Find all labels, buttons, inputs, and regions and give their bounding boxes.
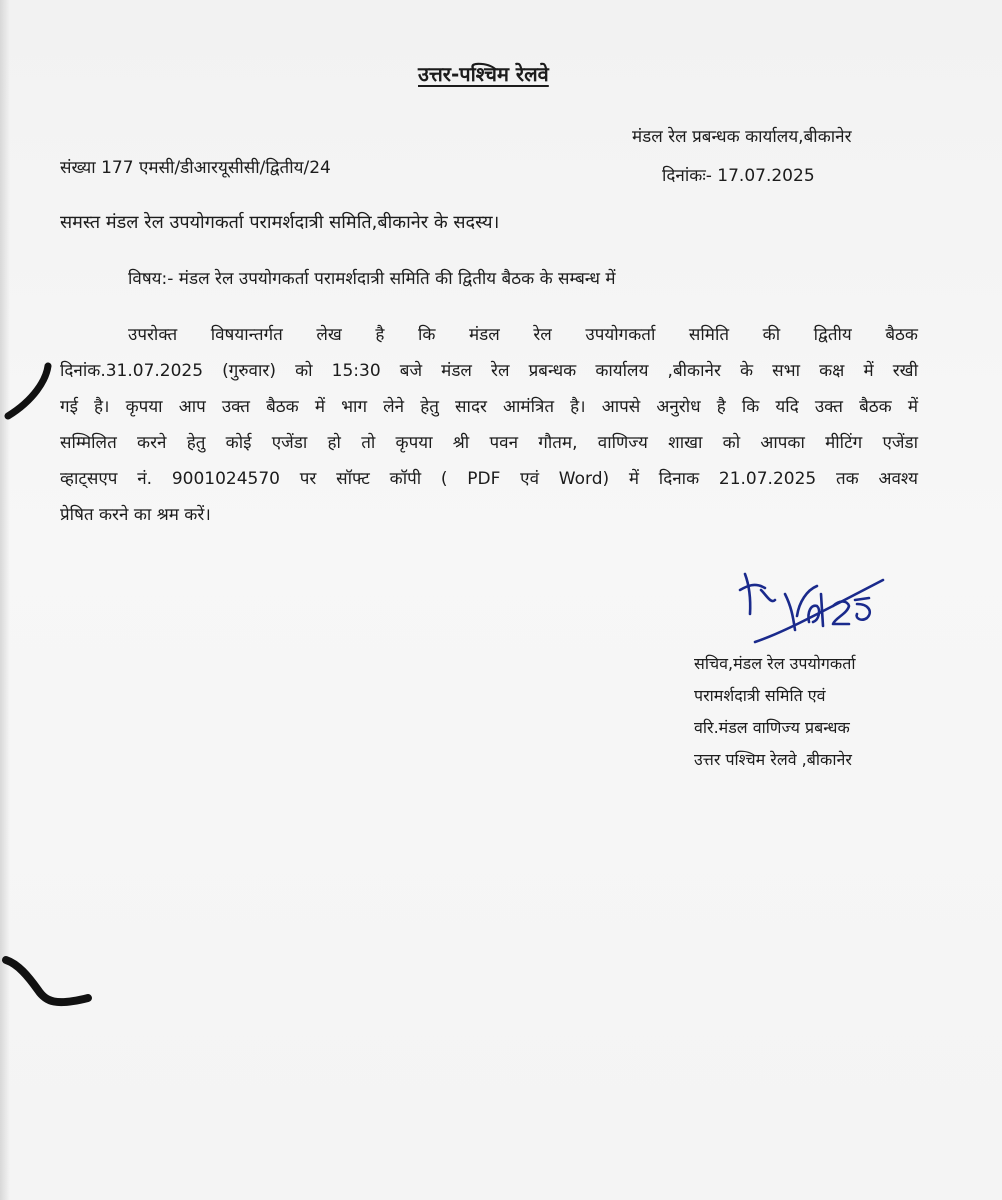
letter-heading: उत्तर-पश्चिम रेलवे [418, 62, 549, 86]
body-line-2: दिनांक.31.07.2025 (गुरुवार) को 15:30 बजे मंडल रेल प्रबन्धक कार्यालय ,बीकानेर के सभा कक्ष में रखी [60, 361, 918, 381]
margin-pen-mark-lower [0, 950, 100, 1030]
issuing-office: मंडल रेल प्रबन्धक कार्यालय,बीकानेर [632, 127, 852, 147]
signatory-line-4: उत्तर पश्चिम रेलवे ,बीकानेर [694, 750, 852, 769]
reference-number: संख्या 177 एमसी/डीआरयूसीसी/द्वितीय/24 [60, 158, 331, 178]
signatory-line-3: वरि.मंडल वाणिज्य प्रबन्धक [694, 718, 850, 737]
body-line-4: सम्मिलित करने हेतु कोई एजेंडा हो तो कृपया श्री पवन गौतम, वाणिज्य शाखा को आपका मीटिंग एजेंडा [60, 433, 918, 453]
margin-pen-mark [0, 358, 60, 428]
body-line-5: व्हाट्सएप नं. 9001024570 पर सॉफ्ट कॉपी ( PDF एवं Word) में दिनाक 21.07.2025 तक अवश्य [60, 469, 918, 489]
body-line-3: गई है। कृपया आप उक्त बैठक में भाग लेने हेतु सादर आमंत्रित है। आपसे अनुरोध है कि यदि उक्त बैठक में [60, 397, 918, 417]
addressee-line: समस्त मंडल रेल उपयोगकर्ता परामर्शदात्री समिति,बीकानेर के सदस्य। [60, 212, 500, 233]
letter-date: दिनांकः- 17.07.2025 [662, 166, 815, 186]
subject-line: विषय:- मंडल रेल उपयोगकर्ता परामर्शदात्री समिति की द्वितीय बैठक के सम्बन्ध में [128, 269, 616, 289]
body-line-1: उपरोक्त विषयान्तर्गत लेख है कि मंडल रेल उपयोगकर्ता समिति की द्वितीय बैठक [128, 325, 918, 345]
body-line-6: प्रेषित करने का श्रम करें। [60, 505, 211, 525]
signatory-line-2: परामर्शदात्री समिति एवं [694, 686, 826, 705]
signatory-line-1: सचिव,मंडल रेल उपयोगकर्ता [694, 654, 856, 673]
